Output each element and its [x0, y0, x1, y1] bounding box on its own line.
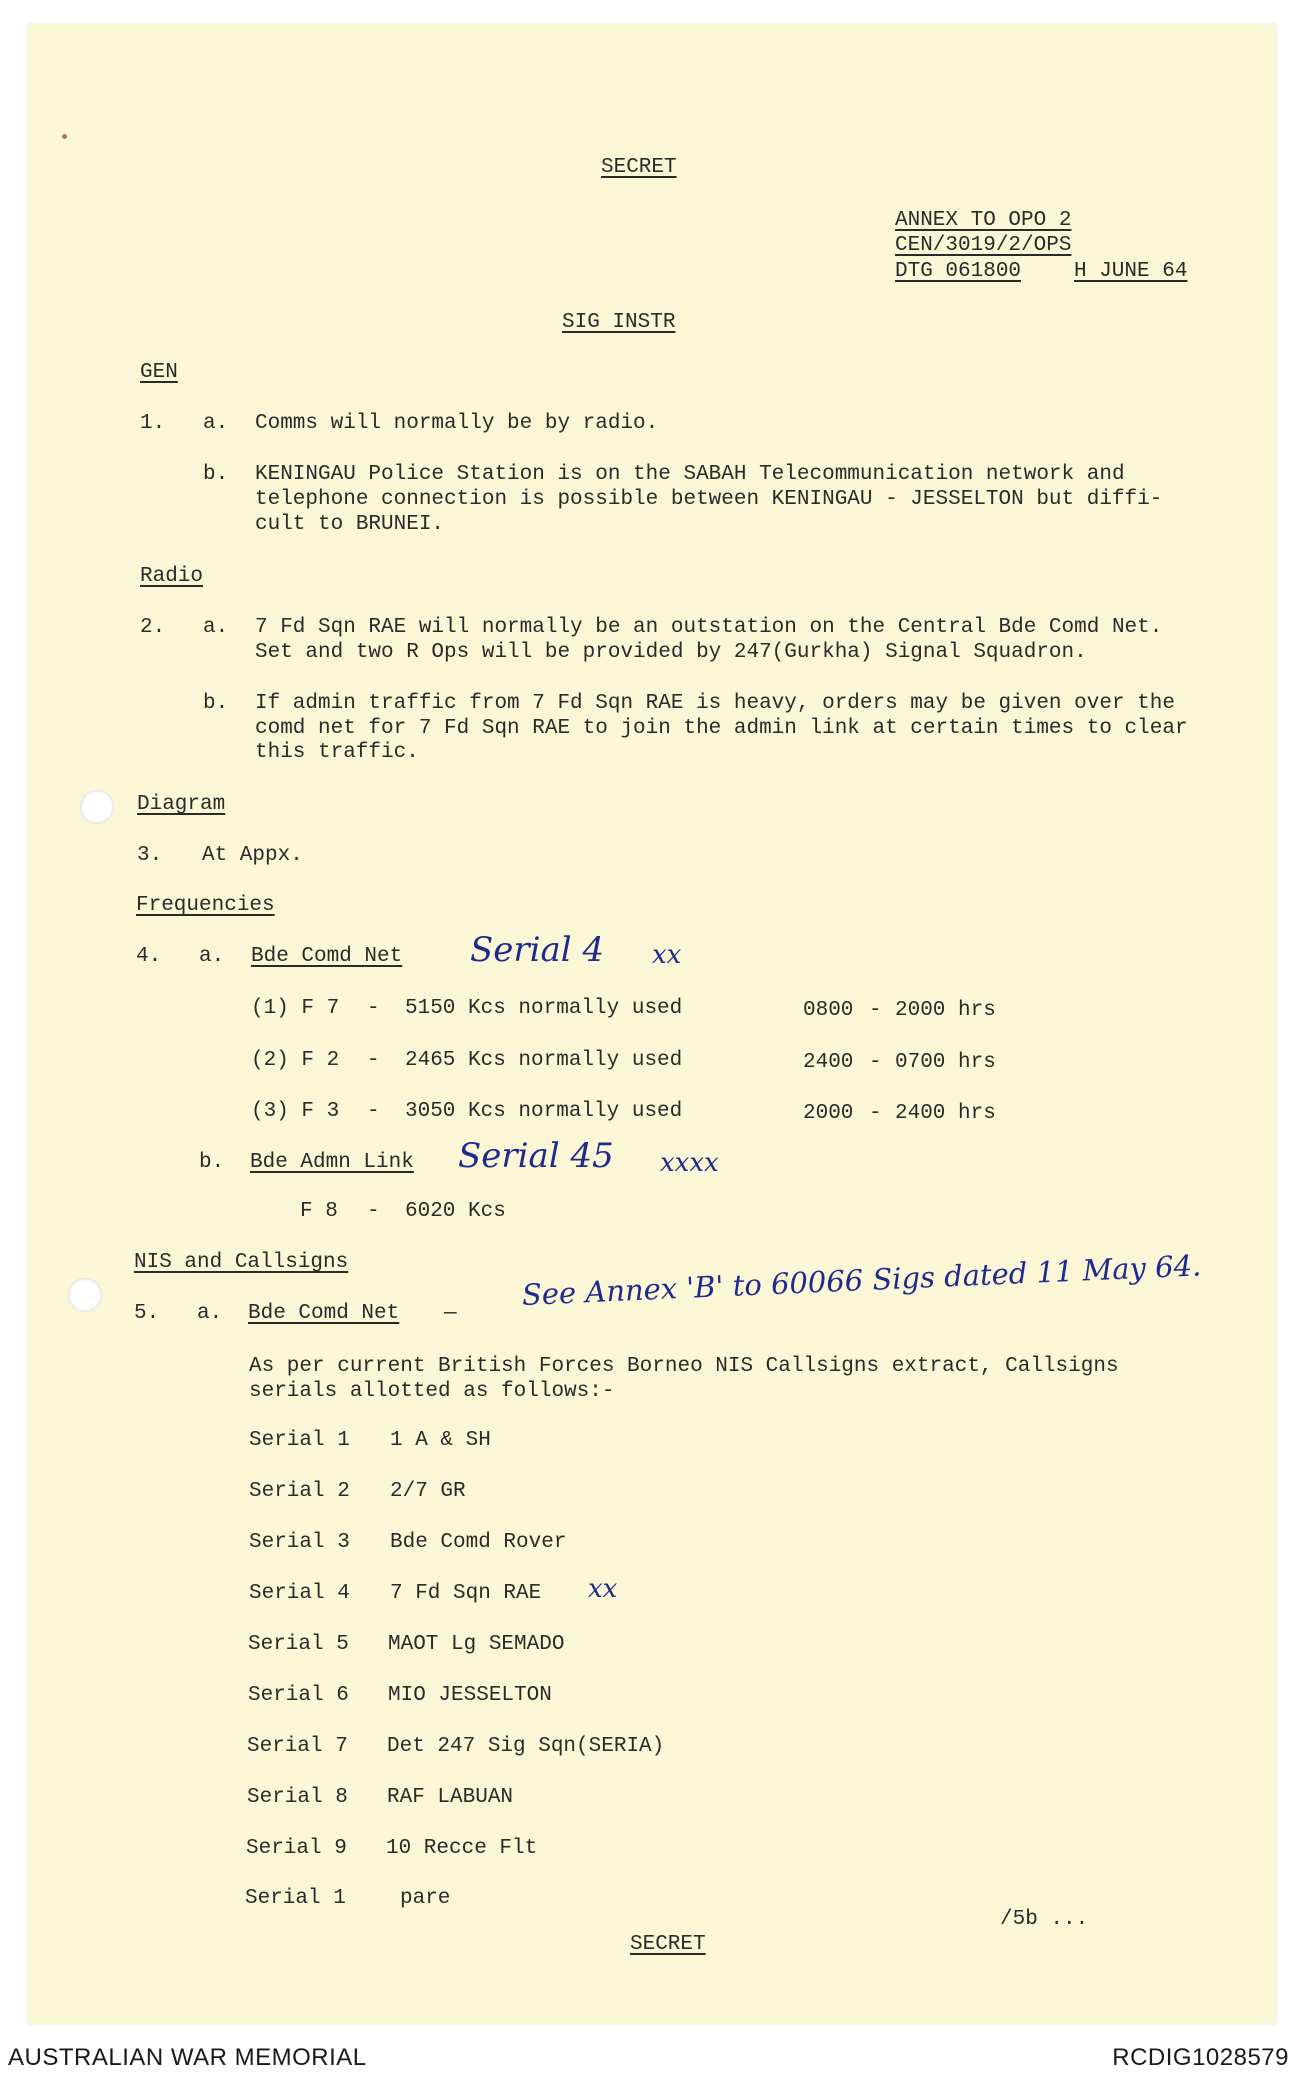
freq-start: 2400: [803, 1051, 854, 1074]
para-number: 4.: [136, 945, 162, 968]
serial-label: Serial 2: [249, 1480, 350, 1503]
archive-credit: AUSTRALIAN WAR MEMORIAL: [8, 2044, 367, 2071]
para-text: Comms will normally be by radio.: [255, 412, 659, 435]
para-number: 1.: [140, 412, 166, 435]
serial-value: Bde Comd Rover: [390, 1531, 567, 1554]
para-text: KENINGAU Police Station is on the SABAH Telecommunication network and: [255, 463, 1125, 486]
serial-label: Serial 7: [247, 1735, 348, 1758]
continuation-marker: /5b ...: [1000, 1908, 1089, 1931]
classification-top: SECRET: [601, 156, 677, 179]
freq-sep: -: [869, 999, 882, 1022]
para-text: telephone connection is possible between KENINGAU - JESSELTON but diffi-: [255, 488, 1163, 511]
handwritten-note: Serial 45: [458, 1136, 614, 1176]
para-text: If admin traffic from 7 Fd Sqn RAE is heavy, orders may be given over the: [255, 692, 1175, 715]
sub-letter: a.: [197, 1302, 223, 1325]
annex-line-1: ANNEX TO OPO 2: [895, 209, 1072, 232]
sub-letter: b.: [199, 1151, 225, 1174]
para-text: At Appx.: [202, 844, 303, 867]
stain-dot: [62, 134, 67, 139]
section-heading-diagram: Diagram: [137, 793, 226, 816]
freq-label: (2) F 2: [251, 1049, 340, 1072]
sub-letter: a.: [199, 945, 225, 968]
freq-dash: -: [367, 1100, 380, 1123]
document-title: SIG INSTR: [562, 311, 676, 334]
handwritten-note: See Annex 'B' to 60066 Sigs dated 11 May 64.: [521, 1248, 1202, 1312]
serial-label: Serial 4: [249, 1582, 350, 1605]
annex-line-2: CEN/3019/2/OPS: [895, 234, 1072, 257]
section-heading-frequencies: Frequencies: [136, 894, 275, 917]
serial-label: Serial 3: [249, 1531, 350, 1554]
para-number: 2.: [140, 616, 166, 639]
section-heading-gen: GEN: [140, 361, 178, 384]
freq-label: F 8: [300, 1200, 338, 1223]
freq-start: 2000: [803, 1102, 854, 1125]
serial-label: Serial 9: [246, 1837, 347, 1860]
annex-line-3a: DTG 061800: [895, 260, 1022, 283]
sub-letter: a.: [203, 412, 229, 435]
serial-value: 1 A & SH: [390, 1429, 491, 1452]
freq-end: 2000 hrs: [895, 999, 996, 1022]
freq-label: (1) F 7: [251, 997, 340, 1020]
para-number: 5.: [134, 1302, 160, 1325]
freq-value: 5150 Kcs normally used: [405, 997, 683, 1020]
freq-value: 2465 Kcs normally used: [405, 1049, 683, 1072]
classification-bottom: SECRET: [630, 1933, 706, 1956]
punch-hole: [80, 790, 114, 824]
serial-value: MAOT Lg SEMADO: [388, 1633, 565, 1656]
para-text: As per current British Forces Borneo NIS Callsigns extract, Callsigns: [249, 1355, 1119, 1378]
net-title: Bde Comd Net: [251, 945, 403, 968]
section-heading-nis: NIS and Callsigns: [134, 1251, 349, 1274]
punch-hole: [68, 1278, 102, 1312]
freq-sep: -: [869, 1102, 882, 1125]
sub-letter: a.: [203, 616, 229, 639]
freq-dash: -: [367, 1200, 380, 1223]
freq-dash: -: [367, 1049, 380, 1072]
freq-dash: -: [367, 997, 380, 1020]
freq-sep: -: [869, 1051, 882, 1074]
serial-value: Det 247 Sig Sqn(SERIA): [387, 1735, 665, 1758]
serial-value: pare: [400, 1887, 451, 1910]
section-heading-radio: Radio: [140, 565, 204, 588]
freq-end: 2400 hrs: [895, 1102, 996, 1125]
serial-value: RAF LABUAN: [387, 1786, 514, 1809]
serial-label: Serial 1: [245, 1887, 346, 1910]
serial-label: Serial 8: [247, 1786, 348, 1809]
serial-label: Serial 5: [248, 1633, 349, 1656]
freq-label: (3) F 3: [251, 1100, 340, 1123]
sub-letter: b.: [203, 692, 229, 715]
serial-label: Serial 1: [249, 1429, 350, 1452]
para-text: cult to BRUNEI.: [255, 513, 445, 536]
para-text: Set and two R Ops will be provided by 247(Gurkha) Signal Squadron.: [255, 641, 1087, 664]
serial-value: 2/7 GR: [390, 1480, 466, 1503]
freq-end: 0700 hrs: [895, 1051, 996, 1074]
para-text: serials allotted as follows:-: [249, 1380, 615, 1403]
handwritten-marks: xx: [652, 940, 682, 970]
sub-letter: b.: [203, 463, 229, 486]
para-text: comd net for 7 Fd Sqn RAE to join the admin link at certain times to clear: [255, 717, 1188, 740]
handwritten-marks: xxxx: [660, 1148, 719, 1178]
annex-line-3b: H JUNE 64: [1074, 260, 1188, 283]
para-text: this traffic.: [255, 741, 419, 764]
dash: —: [444, 1302, 457, 1325]
handwritten-note: Serial 4: [470, 930, 605, 970]
serial-label: Serial 6: [248, 1684, 349, 1707]
freq-value: 3050 Kcs normally used: [405, 1100, 683, 1123]
freq-start: 0800: [803, 999, 854, 1022]
serial-value: 10 Recce Flt: [386, 1837, 538, 1860]
freq-value: 6020 Kcs: [405, 1200, 506, 1223]
serial-value: MIO JESSELTON: [388, 1684, 552, 1707]
handwritten-marks: xx: [588, 1574, 618, 1604]
para-text: 7 Fd Sqn RAE will normally be an outstation on the Central Bde Comd Net.: [255, 616, 1163, 639]
net-title: Bde Admn Link: [250, 1151, 414, 1174]
para-number: 3.: [137, 844, 163, 867]
serial-value: 7 Fd Sqn RAE: [390, 1582, 542, 1605]
net-title: Bde Comd Net: [248, 1302, 400, 1325]
archive-id: RCDIG1028579: [1112, 2044, 1289, 2071]
